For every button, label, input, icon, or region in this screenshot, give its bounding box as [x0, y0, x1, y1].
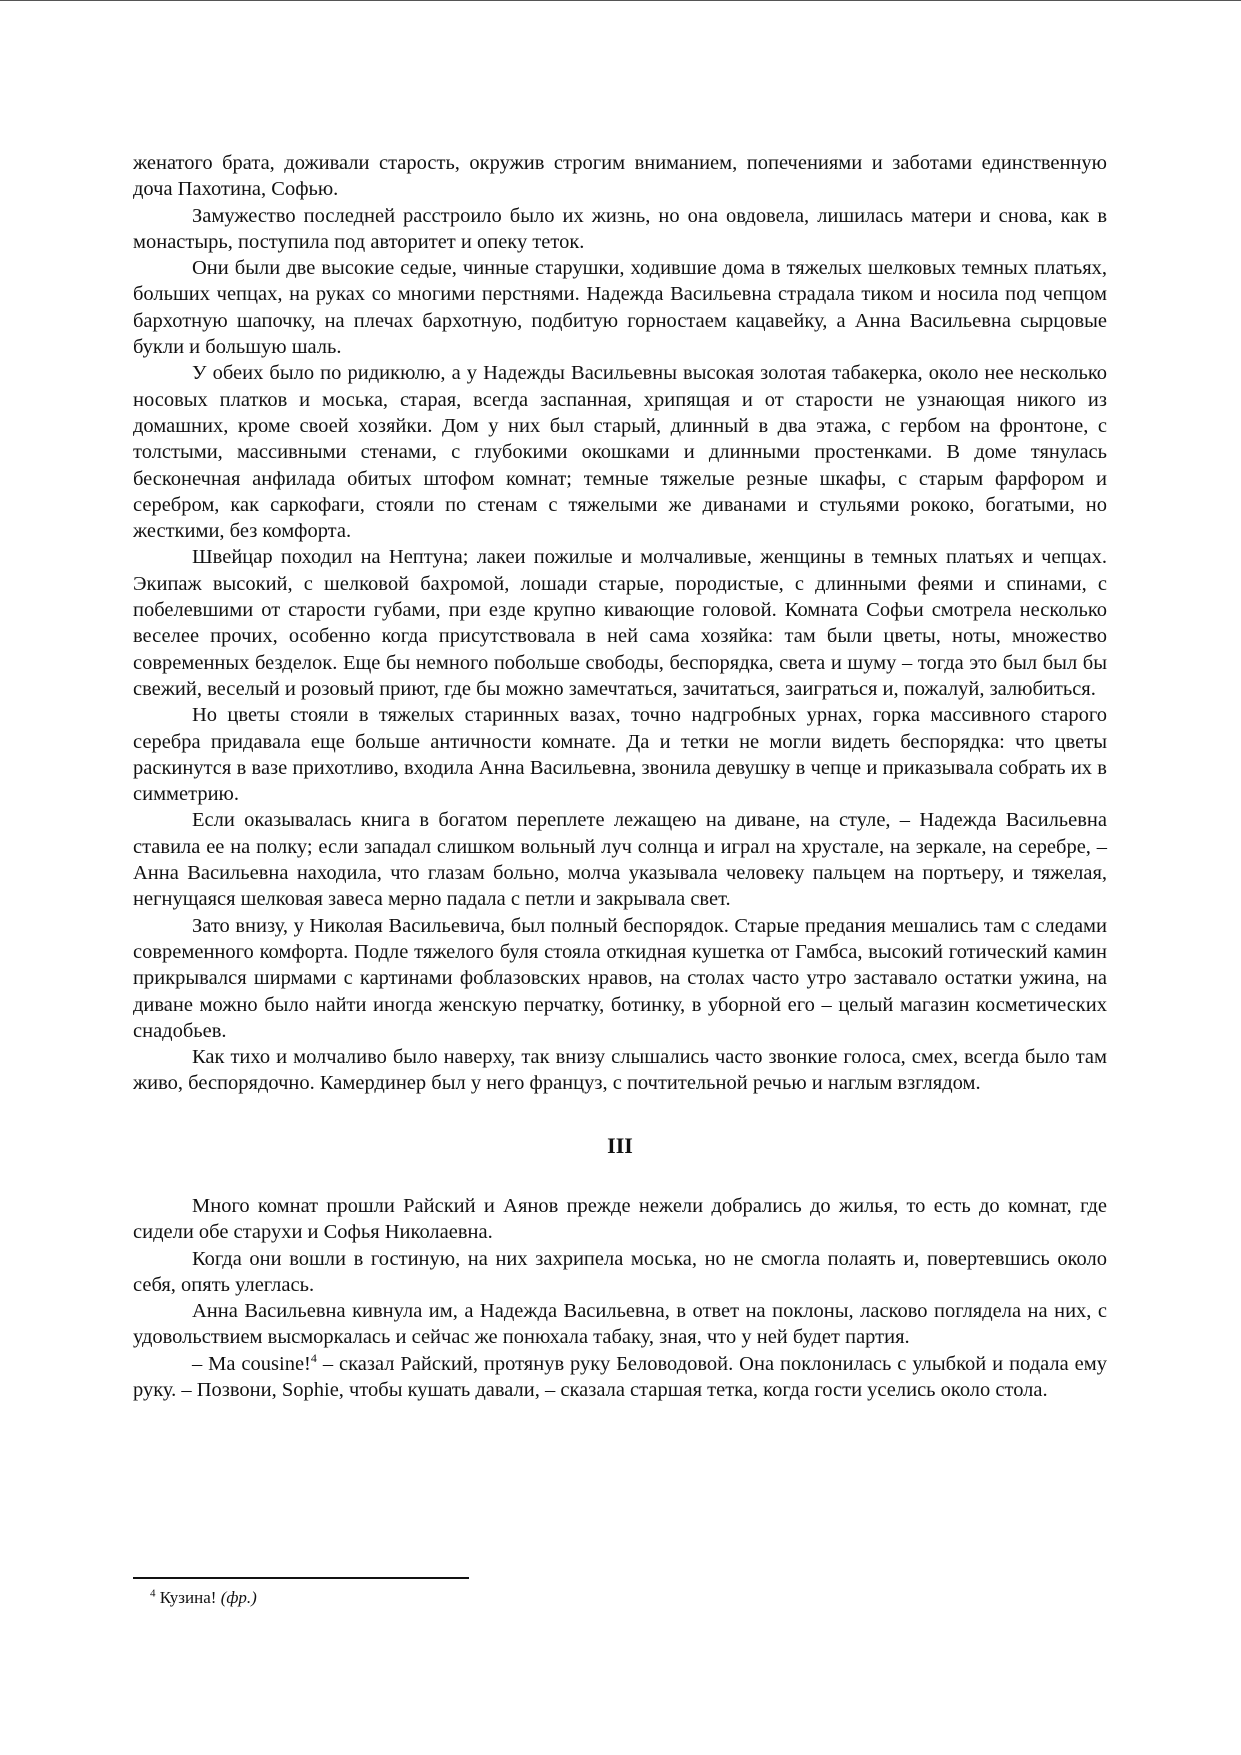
paragraph-10: Много комнат прошли Райский и Аянов прежде нежели добрались до жилья, то есть до комнат, где сидели обе старухи и Софья Николаевна. — [133, 1194, 1107, 1244]
chapter-heading: III — [607, 1132, 633, 1158]
paragraph-13-part2: – сказал Райский, протянув руку Беловодовой. Она поклонилась с улыбкой и подала ему руку. – Позвони, Sophie, чтобы кушать давали, – сказала старшая тетка, когда гости уселись около стола. — [133, 1352, 1107, 1402]
paragraph-2: Замужество последней расстроило было их жизнь, но она овдовела, лишилась матери и снова, как в монастырь, поступила под авторитет и опеку теток. — [133, 204, 1107, 253]
paragraph-1: женатого брата, доживали старость, окружив строгим вниманием, попечениями и заботами единственную доча Пахотина, Софью. — [133, 152, 1107, 201]
main-text — [133, 150, 1107, 1403]
paragraph-7: Если оказывалась книга в богатом переплете лежащею на диване, на стуле, – Надежда Васильевна ставила ее на полку; если западал слишком вольный луч солнца и играл на хрустале, на зеркале, на серебре, – Анна Васильевна находила, что глазам больно, молча указывала человеку пальцем на портьеру, и тяжелая, негнущаяся шелковая завеса мерно падала с петли и закрывала свет. — [133, 809, 1107, 911]
paragraph-9: Как тихо и молчаливо было наверху, так внизу слышались часто звонкие голоса, смех, всегда было там живо, беспорядочно. Камердинер был у него француз, с почтительной речью и наглым взглядом. — [133, 1046, 1107, 1095]
paragraph-4: У обеих было по ридикюлю, а у Надежды Васильевны высокая золотая табакерка, около нее несколько носовых платков и моська, старая, всегда заспанная, хрипящая и от старости не узнающая никого из домашних, кроме своей хозяйки. Дом у них был старый, длинный в два этажа, с гербом на фронтоне, с толстыми, массивными стенами, с глубокими окошками и длинными простенками. В доме тянулась бесконечная анфилада обитых штофом комнат; темные тяжелые резные шкафы, с старым фарфором и серебром, как саркофаги, стояли по стенам с тяжелыми же диванами и стульями рококо, богатыми, но жесткими, без комфорта. — [133, 362, 1107, 543]
footnote-number: 4 — [150, 1587, 156, 1600]
paragraph-12: Анна Васильевна кивнула им, а Надежда Васильевна, в ответ на поклоны, ласково поглядела на них, с удовольствием высморкалась и сейчас же понюхала табаку, зная, что у ней будет партия. — [133, 1300, 1107, 1349]
footnote-text: Кузина! — [155, 1588, 221, 1607]
paragraph-3: Они были две высокие седые, чинные старушки, ходившие дома в тяжелых шелковых темных платьях, больших чепцах, на руках со многими перстнями. Надежда Васильевна страдала тиком и носила под чепцом бархотную шапочку, на плечах бархотную, подбитую горностаем кацавейку, а Анна Васильевна сырцовые букли и большую шаль. — [133, 257, 1107, 359]
footnote-separator — [133, 1577, 469, 1579]
paragraph-5: Швейцар походил на Нептуна; лакеи пожилые и молчаливые, женщины в темных платьях и чепцах. Экипаж высокий, с шелковой бахромой, лошади старые, породистые, с длинными феями и спинами, с побелевшими от старости губами, при езде крупно кивающие головой. Комната Софьи смотрела несколько веселее прочих, особенно когда присутствовала в ней сама хозяйка: там были цветы, ноты, множество современных безделок. Еще бы немного побольше свободы, беспорядка, света и шуму – тогда это был был бы свежий, веселый и розовый приют, где бы можно замечтаться, зачитаться, заиграться и, пожалуй, залюбиться. — [133, 546, 1107, 700]
paragraph-13 — [133, 1351, 1107, 1404]
page-top-border — [0, 0, 1241, 1]
footnote-ref[interactable]: 4 — [310, 1350, 317, 1365]
footnote — [150, 1588, 257, 1608]
footnote-note: (фр.) — [220, 1588, 257, 1607]
paragraph-13-part1: – Ma cousine! — [192, 1352, 311, 1375]
paragraph-8: Зато внизу, у Николая Васильевича, был полный беспорядок. Старые предания мешались там с следами современного комфорта. Подле тяжелого буля стояла откидная кушетка от Гамбса, высокий готический камин прикрывался ширмами с картинами фоблазовских нравов, на столах часто утро заставало остатки ужина, на диване можно было найти иногда женскую перчатку, ботинку, в уборной его – целый магазин косметических снадобьев. — [133, 914, 1107, 1042]
paragraph-11: Когда они вошли в гостиную, на них захрипела моська, но не смогла полаять и, повертевшись около себя, опять улеглась. — [133, 1247, 1107, 1296]
paragraph-6: Но цветы стояли в тяжелых старинных вазах, точно надгробных урнах, горка массивного старого серебра придавала еще больше античности комнате. Да и тетки не могли видеть беспорядка: что цветы раскинутся в вазе прихотливо, входила Анна Васильевна, звонила девушку в чепце и приказывала собрать их в симметрию. — [133, 704, 1107, 806]
